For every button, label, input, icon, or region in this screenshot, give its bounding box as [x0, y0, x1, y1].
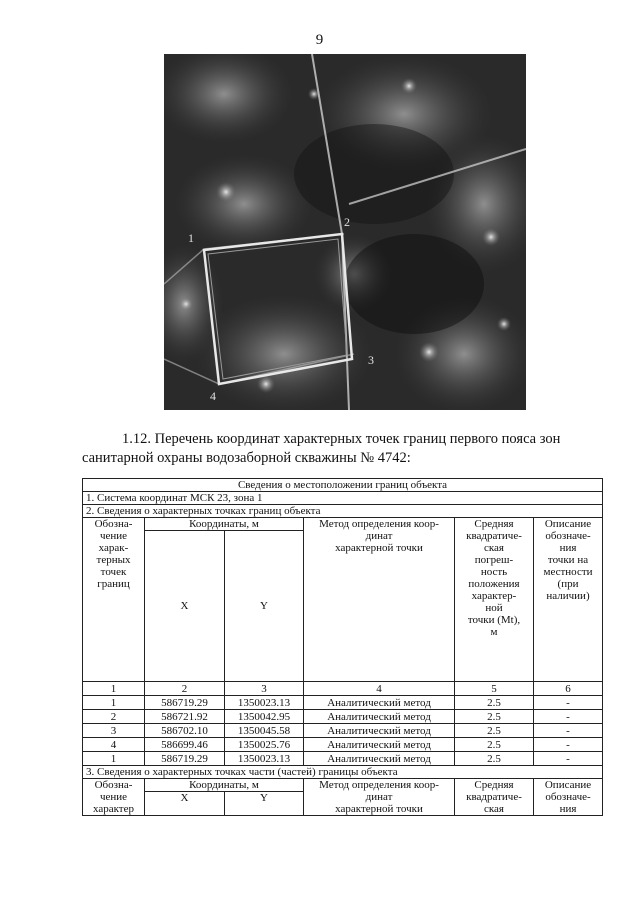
map-point-label-1: 1 [188, 231, 194, 245]
column-number-5: 5 [455, 682, 534, 696]
row-error: 2.5 [455, 752, 534, 766]
header2-x: X [145, 792, 225, 816]
row-point: 4 [83, 738, 145, 752]
column-number-6: 6 [534, 682, 603, 696]
satellite-map-image [164, 54, 526, 410]
row-desc: - [534, 724, 603, 738]
row-point: 3 [83, 724, 145, 738]
row-point: 1 [83, 752, 145, 766]
column-number-2: 2 [145, 682, 225, 696]
caption-line-1: 1.12. Перечень координат характерных точек границ первого пояса зон [122, 431, 561, 447]
table-row [83, 710, 603, 724]
row-error: 2.5 [455, 724, 534, 738]
header2-method: Метод определения коор- динат характерной точки [304, 779, 455, 816]
header-method: Метод определения коор- динат характерной точки [304, 518, 455, 682]
header2-coordinates: Координаты, м [145, 779, 304, 792]
table-title: Сведения о местоположении границ объекта [83, 479, 603, 492]
header2-point-designation: Обозна- чение характер [83, 779, 145, 816]
row-desc: - [534, 738, 603, 752]
row-y: 1350042.95 [225, 710, 304, 724]
header-coordinates: Координаты, м [145, 518, 304, 531]
header-point-designation: Обозна- чение харак- терных точек границ [83, 518, 145, 682]
row-method: Аналитический метод [304, 696, 455, 710]
row-desc: - [534, 710, 603, 724]
row-desc: - [534, 696, 603, 710]
boundary-coordinates-table [82, 478, 603, 816]
map-point-label-4: 4 [210, 389, 216, 403]
header-y: Y [225, 531, 304, 682]
table-row [83, 752, 603, 766]
row-y: 1350025.76 [225, 738, 304, 752]
map-point-label-3: 3 [368, 353, 374, 367]
row-point: 2 [83, 710, 145, 724]
row-method: Аналитический метод [304, 724, 455, 738]
row-x: 586719.29 [145, 696, 225, 710]
map-point-label-2: 2 [344, 215, 350, 229]
header-x: X [145, 531, 225, 682]
header2-mean-error: Средняя квадратиче- ская [455, 779, 534, 816]
header-description: Описание обозначе- ния точки на местности (при наличии) [534, 518, 603, 682]
row-method: Аналитический метод [304, 738, 455, 752]
satellite-map-graphic [164, 54, 526, 410]
section-1-coordinate-system: 1. Система координат МСК 23, зона 1 [83, 492, 603, 505]
row-x: 586721.92 [145, 710, 225, 724]
header-mean-error: Средняя квадратиче- ская погреш- ность положения характер- ной точки (Mt), м [455, 518, 534, 682]
row-method: Аналитический метод [304, 710, 455, 724]
caption-line-2: санитарной охраны водозаборной скважины № 4742: [82, 450, 411, 466]
row-desc: - [534, 752, 603, 766]
table-row [83, 724, 603, 738]
row-x: 586719.29 [145, 752, 225, 766]
column-number-3: 3 [225, 682, 304, 696]
column-number-1: 1 [83, 682, 145, 696]
table-row [83, 738, 603, 752]
column-number-4: 4 [304, 682, 455, 696]
row-point: 1 [83, 696, 145, 710]
row-y: 1350045.58 [225, 724, 304, 738]
row-y: 1350023.13 [225, 752, 304, 766]
header2-y: Y [225, 792, 304, 816]
header2-description: Описание обозначе- ния [534, 779, 603, 816]
section-caption [82, 430, 602, 468]
row-error: 2.5 [455, 696, 534, 710]
row-error: 2.5 [455, 710, 534, 724]
row-y: 1350023.13 [225, 696, 304, 710]
section-2-heading: 2. Сведения о характерных точках границ объекта [83, 505, 603, 518]
row-method: Аналитический метод [304, 752, 455, 766]
row-x: 586702.10 [145, 724, 225, 738]
table-row [83, 696, 603, 710]
page-number: 9 [315, 32, 324, 48]
row-error: 2.5 [455, 738, 534, 752]
section-3-heading: 3. Сведения о характерных точках части (частей) границы объекта [83, 766, 603, 779]
row-x: 586699.46 [145, 738, 225, 752]
